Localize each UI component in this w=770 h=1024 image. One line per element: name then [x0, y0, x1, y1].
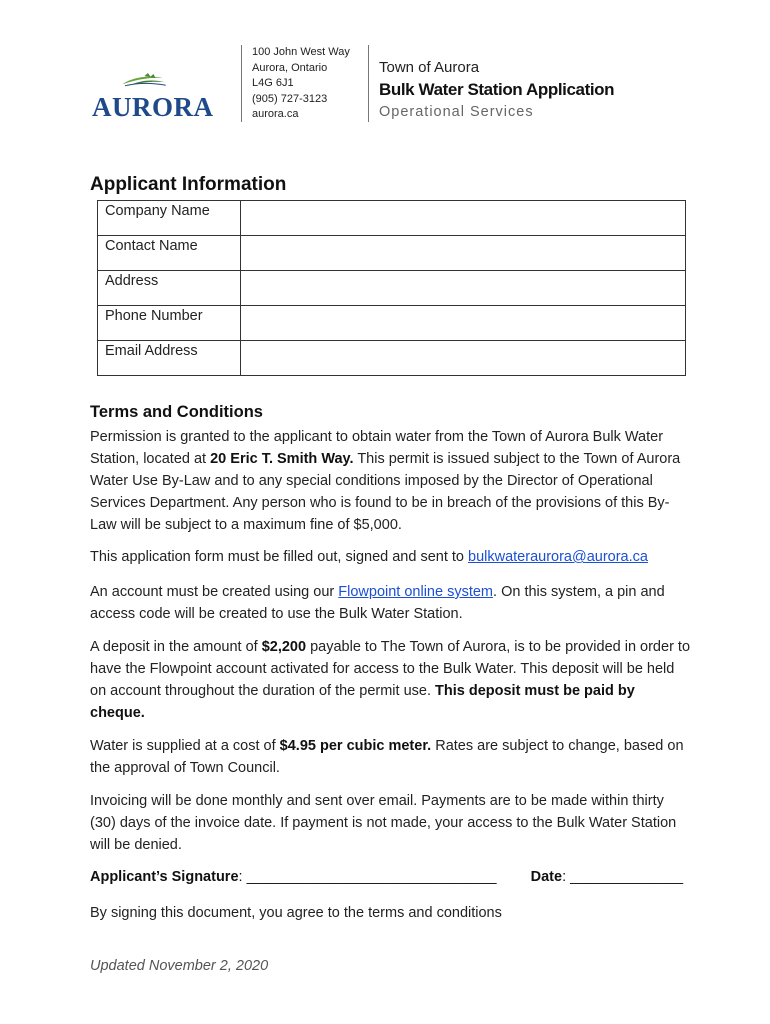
- terms-heading: Terms and Conditions: [90, 403, 263, 421]
- email-address-field[interactable]: [241, 341, 686, 376]
- terms-paragraph-invoicing: Invoicing will be done monthly and sent over email. Payments are to be made within thirty (30) days of the invoice date. If payment is not made, your access to the Bulk Water Station will be denied.: [90, 793, 677, 853]
- table-row: [98, 341, 686, 376]
- table-row: [98, 271, 686, 306]
- logo-wordmark: AURORA: [92, 92, 214, 122]
- date-field[interactable]: : ______________: [562, 869, 684, 885]
- flowpoint-link[interactable]: Flowpoint online system: [338, 584, 494, 600]
- terms-paragraph-submission: This application form must be filled out, signed and sent to bulkwateraurora@aurora.ca: [90, 549, 648, 565]
- terms-paragraph-rates: Water is supplied at a cost of $4.95 per cubic meter. Rates are subject to change, based on the approval of Town Council.: [90, 738, 684, 776]
- table-row: [98, 201, 686, 236]
- town-name: Town of Aurora: [379, 59, 480, 76]
- applicant-heading: Applicant Information: [90, 174, 287, 195]
- website: aurora.ca: [252, 108, 299, 121]
- document-title: Bulk Water Station Application: [379, 80, 615, 99]
- table-row: [98, 236, 686, 271]
- date-label: Date: [530, 869, 563, 885]
- email-link[interactable]: bulkwateraurora@aurora.ca: [468, 549, 648, 565]
- table-row: [98, 306, 686, 341]
- field-label: Address: [98, 271, 241, 306]
- company-name-field[interactable]: [241, 201, 686, 236]
- header-divider-right: [368, 45, 369, 122]
- address-block: [252, 45, 350, 123]
- field-label: Phone Number: [98, 306, 241, 341]
- terms-paragraph-deposit: A deposit in the amount of $2,200 payable to The Town of Aurora, is to be provided in order to have the Flowpoint account activated for access to the Bulk Water. This deposit will be held on account throughout the duration of the permit use. This deposit must be paid by cheque.: [90, 639, 691, 721]
- terms-paragraph-permission: Permission is granted to the applicant to obtain water from the Town of Aurora Bulk Water Station, located at 20 Eric T. Smith Way. This permit is issued subject to the Town of Aurora Water Use By-Law and to any special conditions imposed by the Director of Operational Services Department. Any person who is found to be in breach of the provisions of this By-Law will be subject to a maximum fine of $5,000.: [90, 429, 681, 533]
- signature-label: Applicant’s Signature: [90, 869, 239, 885]
- field-label: Contact Name: [98, 236, 241, 271]
- updated-date: Updated November 2, 2020: [90, 958, 269, 974]
- contact-name-field[interactable]: [241, 236, 686, 271]
- field-label: Email Address: [98, 341, 241, 376]
- address-field[interactable]: [241, 271, 686, 306]
- terms-paragraph-account: An account must be created using our Flowpoint online system. On this system, a pin and access code will be created to use the Bulk Water Station.: [90, 584, 665, 622]
- address-line: 100 John West Way: [252, 46, 350, 58]
- department-name: Operational Services: [379, 104, 534, 120]
- phone-number: (905) 727-3123: [252, 92, 328, 105]
- applicant-info-table: [97, 200, 686, 376]
- signature-line: [90, 869, 683, 885]
- address-line: L4G 6J1: [252, 77, 294, 90]
- signature-field[interactable]: : _______________________________: [238, 869, 497, 885]
- field-label: Company Name: [98, 201, 241, 236]
- agreement-text: By signing this document, you agree to the terms and conditions: [90, 905, 502, 921]
- address-line: Aurora, Ontario: [252, 61, 328, 74]
- header-divider-left: [241, 45, 242, 122]
- phone-number-field[interactable]: [241, 306, 686, 341]
